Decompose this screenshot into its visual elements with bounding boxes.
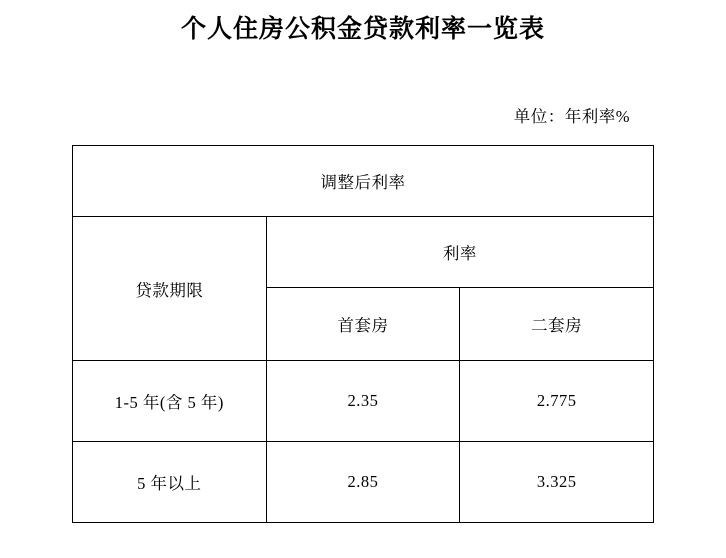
row-2-first-home-rate: 2.85	[266, 442, 460, 523]
table-row	[73, 217, 654, 288]
table-row	[73, 146, 654, 217]
column-header-first-home: 首套房	[266, 288, 460, 361]
interest-rate-table	[72, 145, 654, 523]
column-header-second-home: 二套房	[460, 288, 654, 361]
adjusted-rate-caption: 调整后利率	[73, 146, 654, 217]
unit-note: 单位：年利率%	[513, 107, 630, 126]
row-1-second-home-rate: 2.775	[460, 361, 654, 442]
table-row	[73, 442, 654, 523]
rate-group-header: 利率	[266, 217, 653, 288]
table-container	[0, 127, 726, 523]
term-header: 贷款期限	[73, 217, 267, 361]
row-1-first-home-rate: 2.35	[266, 361, 460, 442]
page-title: 个人住房公积金贷款利率一览表	[180, 15, 545, 43]
table-row	[73, 361, 654, 442]
row-2-second-home-rate: 3.325	[460, 442, 654, 523]
row-term-1: 1-5 年(含 5 年)	[73, 361, 267, 442]
row-term-2: 5 年以上	[73, 442, 267, 523]
